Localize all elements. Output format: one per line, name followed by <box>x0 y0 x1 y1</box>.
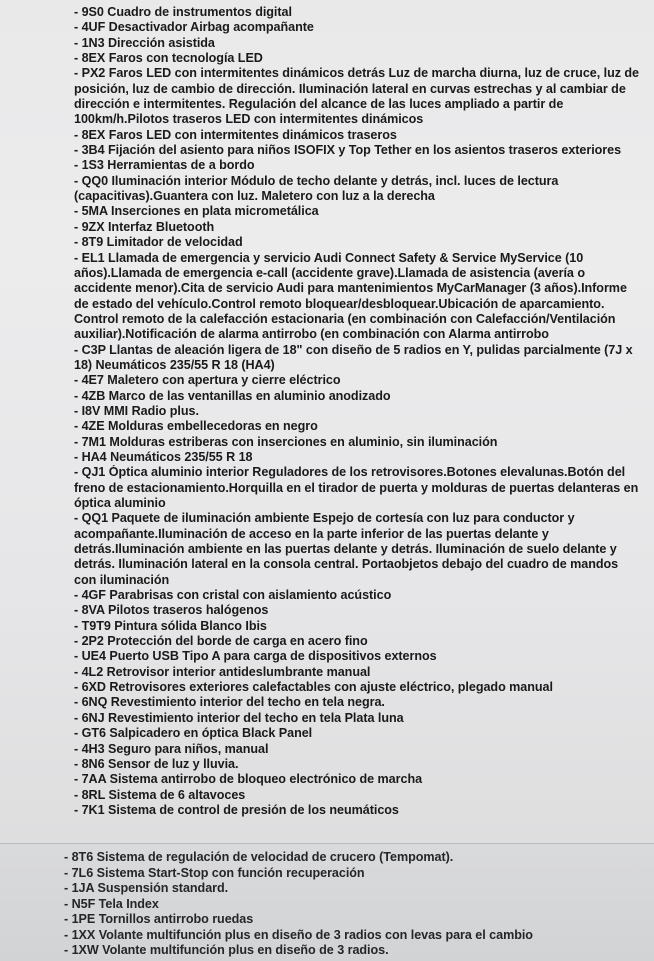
list-line: - 8T9 Limitador de velocidad <box>74 235 243 250</box>
list-line: - 3B4 Fijación del asiento para niños ISOFIX y Top Tether en los asientos traseros exteriores <box>74 143 622 158</box>
list-line: - 6XD Retrovisores exteriores calefactables con ajuste eléctrico, plegado manual <box>74 680 553 695</box>
list-line: - 6NJ Revestimiento interior del techo en tela Plata luna <box>74 710 404 725</box>
list-line: - PX2 Faros LED con intermitentes dinámicos detrás Luz de marcha diurna, luz de cruce, luz de <box>74 66 640 81</box>
list-line: auxiliar).Notificación de alarma antirrobo (en combinación con Alarma antirrobo <box>74 327 549 342</box>
list-line: de estado del vehículo.Control remoto bloquear/desbloquear.Ubicación de aparcamiento. <box>74 296 605 311</box>
list-line: - I8V MMI Radio plus. <box>74 403 199 418</box>
list-line: detrás.Iluminación ambiente en las puertas delante y detrás. Iluminación de suelo delante y <box>74 542 617 557</box>
list-line: - C3P Llantas de aleación ligera de 18" con diseño de 5 radios en Y, pulidas parcialmente (7J x <box>74 342 633 357</box>
list-line: - 1XW Volante multifunción plus en diseño de 3 radios. <box>64 943 389 957</box>
list-line: posición, luz de cambio de dirección. Iluminación lateral en curvas estrechas y al cambiar de <box>74 81 626 96</box>
list-line: - HA4 Neumáticos 235/55 R 18 <box>74 449 253 464</box>
list-line: - 1JA Suspensión standard. <box>64 881 229 895</box>
list-line: óptica aluminio <box>74 496 166 510</box>
list-line: - 1PE Tornillos antirrobo ruedas <box>64 912 254 926</box>
list-line: - 8T6 Sistema de regulación de velocidad de crucero (Tempomat). <box>64 850 454 864</box>
list-line: accidente menor).Cita de servicio Audi para mantenimientos MyCarManager (3 años).Informe <box>74 281 627 296</box>
list-line: acompañante.Iluminación de acceso en la parte inferior de las puertas delante y <box>74 526 549 541</box>
list-line: dirección e intermitentes. Regulación del alcance de las luces ampliado a partir de <box>74 97 564 112</box>
equipment-list-upper <box>74 5 646 818</box>
list-line: - 1XX Volante multifunción plus en diseño de 3 radios con levas para el cambio <box>64 927 533 942</box>
list-line: - 8VA Pilotos traseros halógenos <box>74 603 269 618</box>
list-line: - 4E7 Maletero con apertura y cierre eléctrico <box>74 373 341 388</box>
list-line: - QQ1 Paquete de iluminación ambiente Espejo de cortesía con luz para conductor y <box>74 511 575 526</box>
list-line: - QQ0 Iluminación interior Módulo de techo delante y detrás, incl. luces de lectura <box>74 173 559 188</box>
list-line: - 8N6 Sensor de luz y lluvia. <box>74 756 239 771</box>
list-line: - 2P2 Protección del borde de carga en acero fino <box>74 634 368 649</box>
list-line: - 7AA Sistema antirrobo de bloqueo electrónico de marcha <box>74 772 423 787</box>
list-line: - N5F Tela Index <box>64 896 159 911</box>
list-line: - 9S0 Cuadro de instrumentos digital <box>74 5 292 19</box>
list-line: - QJ1 Óptica aluminio interior Reguladores de los retrovisores.Botones elevalunas.Botón del <box>74 465 626 480</box>
list-line: 18) Neumáticos 235/55 R 18 (HA4) <box>74 357 275 372</box>
list-line: - 4L2 Retrovisor interior antideslumbrante manual <box>74 664 371 679</box>
list-line: con iluminación <box>74 572 170 587</box>
document-page-lower <box>0 843 654 961</box>
list-line: - 9ZX Interfaz Bluetooth <box>74 219 215 234</box>
list-line: - 6NQ Revestimiento interior del techo en tela negra. <box>74 695 385 710</box>
list-line: freno de estacionamiento.Horquilla en el tirador de puerta y molduras de puertas delanteras en <box>74 480 639 495</box>
list-line: - 1S3 Herramientas de a bordo <box>74 158 255 173</box>
list-line: años).Llamada de emergencia e-call (accidente grave).Llamada de asistencia (avería o <box>74 265 585 280</box>
list-line: - 8RL Sistema de 6 altavoces <box>74 787 246 802</box>
list-line: - 1N3 Dirección asistida <box>74 35 215 50</box>
list-line: - EL1 Llamada de emergencia y servicio Audi Connect Safety & Service MyService (10 <box>74 250 584 265</box>
list-line: - 5MA Inserciones en plata micrometálica <box>74 204 319 219</box>
list-line: - GT6 Salpicadero en óptica Black Panel <box>74 726 313 741</box>
list-line: - 7L6 Sistema Start-Stop con función recuperación <box>64 865 365 880</box>
list-line: - 7K1 Sistema de control de presión de los neumáticos <box>74 802 399 817</box>
list-line: detrás. Iluminación lateral en la consola central. Portaobjetos debajo del cuadro de mandos <box>74 557 619 572</box>
list-line: - 7M1 Molduras estriberas con inserciones en aluminio, sin iluminación <box>74 434 498 449</box>
list-line: - 4ZB Marco de las ventanillas en aluminio anodizado <box>74 388 391 403</box>
list-line: - 8EX Faros LED con intermitentes dinámicos traseros <box>74 127 397 142</box>
list-line: - 4GF Parabrisas con cristal con aislamiento acústico <box>74 588 392 603</box>
list-line: Control remoto de la calefacción estacionaria (en combinación con Calefacción/Ventilación <box>74 311 616 326</box>
list-line: - T9T9 Pintura sólida Blanco Ibis <box>74 618 267 633</box>
list-line: (capacitivas).Guantera con luz. Maletero con luz a la derecha <box>74 189 435 204</box>
list-line: - 4H3 Seguro para niños, manual <box>74 741 269 756</box>
list-line: - 4UF Desactivador Airbag acompañante <box>74 20 314 35</box>
list-line: - 4ZE Molduras embellecedoras en negro <box>74 419 318 434</box>
list-line: - 8EX Faros con tecnología LED <box>74 51 263 66</box>
list-line: - UE4 Puerto USB Tipo A para carga de dispositivos externos <box>74 649 437 664</box>
equipment-list-lower <box>64 850 644 959</box>
list-line: 100km/h.Pilotos traseros LED con intermitentes dinámicos <box>74 112 424 127</box>
